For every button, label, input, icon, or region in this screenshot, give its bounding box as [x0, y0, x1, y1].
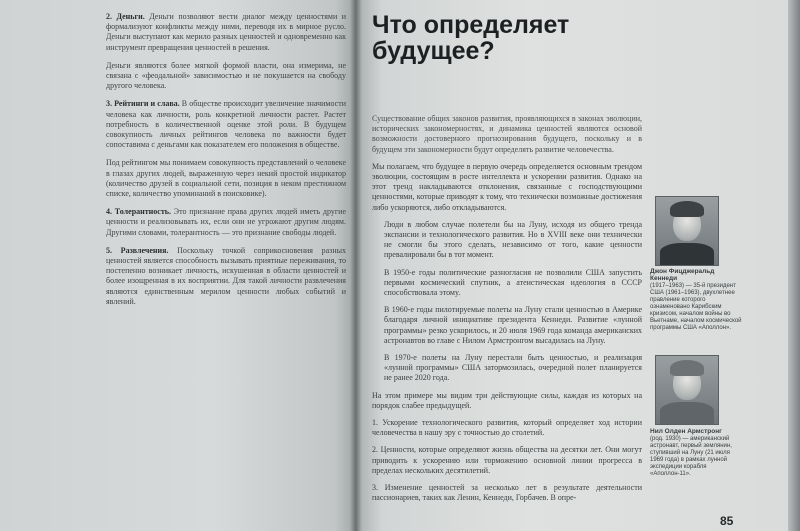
caption-name: Джон Фицджеральд Кеннеди — [650, 268, 715, 282]
chapter-title: Что определяет будущее? — [372, 11, 570, 65]
armstrong-portrait — [655, 355, 719, 425]
armstrong-caption — [650, 428, 742, 478]
left-paragraph: 5. Развлечения. Поскольку точкой соприкосновения разных ценностей является способность вызывать приятные переживания, то постепенно возникает личность, искушенная в области ценностей и более изощренная в их восприятии. Для такой личности развлечения являются единственным мерилом ценности любых событий и явлений. — [106, 245, 346, 306]
left-page-text — [106, 12, 346, 315]
left-paragraph: Деньги являются более мягкой формой власти, она измерима, не связана с «феодальной» зависимостью и не покушается на свободу другого человека. — [106, 60, 346, 91]
left-paragraph: 3. Рейтинги и слава. В обществе происходит увеличение значимости человека как личности, роль конкретной личности растет. Растет потребность в количественной оценке этой роли. В будущем совокупность личных рейтингов человека по важности будет сопоставима с деньгами как показателем его положения в обществе. — [106, 99, 346, 150]
caption-text: (1917–1963) — 35-й президент США (1961–1963), двухлетнее правление которого ознаменовано Карибским кризисом, началом войны во Вьетнаме, началом космической программы США «Аполлон». — [650, 283, 742, 331]
caption-text: (род. 1930) — американский астронавт, первый землянин, ступивший на Луну (21 июля 1969 года) в рамках лунной экспедиции корабля «Аполлон-11». — [650, 436, 732, 477]
right-paragraph: Существование общих законов развития, проявляющихся в законах эволюции, исторических закономерностях, и динамика ценностей являются основой возможности достоверного прогнозирования будущего, поскольку и в будущем эти закономерности будут определять развитие человечества. — [372, 114, 642, 154]
kennedy-portrait — [655, 196, 719, 266]
example-paragraph: Люди в любом случае полетели бы на Луну, исходя из общего тренда экспансии и технологического развития. Но в XVIII веке они технически не смогли бы этого сделать, независимо от того, какие ценности превалировали бы в тот момент. — [384, 219, 642, 260]
right-paragraph: Мы полагаем, что будущее в первую очередь определяется основным трендом эволюции, состоящим в росте интеллекта и ускорении развития. Однако на этот тренд накладываются отклонения, связанные с господствующими ценностями, которые приводят к тому, что технически возможные достижения либо ускоряются, либо откладываются. — [372, 161, 642, 212]
right-paragraph: На этом примере мы видим три действующие силы, каждая из которых на порядок слабее предыдущей. — [372, 390, 642, 410]
numbered-paragraph: 3. Изменение ценностей за несколько лет в результате деятельности пассионариев, таких как Ленин, Кеннеди, Горбачев. В опре- — [372, 483, 642, 503]
left-paragraph: 2. Деньги. Деньги позволяют вести диалог между ценностями и формализуют конфликты между ними, переводя их в мирное русло. Деньги выступают как мерило разных ценностей и одновременно как инструмент превращения ценностей в решения. — [106, 12, 346, 52]
left-paragraph: Под рейтингом мы понимаем совокупность представлений о человеке в глазах других людей, выраженную через некий простой индикатор (количество друзей в социальной сети, позиция в неком престижном списке, количество упоминаний в поисковике). — [106, 158, 346, 199]
left-paragraph: 4. Толерантность. Это признание права других людей иметь другие ценности и реализовывать их, если они не угрожают другим людям. Другими словами, толерантность — это признание свободы людей. — [106, 207, 347, 237]
kennedy-caption — [650, 268, 742, 332]
example-paragraph: В 1960-е годы пилотируемые полеты на Луну стали ценностью в Америке благодаря личной инициативе президента Кеннеди. Развитие «лунной программы» резко ускорилось, и 20 июля 1969 года команда американских астронавтов во главе с Нилом Армстронгом высадилась на Луну. — [384, 305, 642, 345]
caption-name: Нил Олден Армстронг — [650, 428, 722, 435]
book-gutter — [350, 0, 362, 531]
book-edge — [788, 0, 800, 531]
right-page-text — [372, 114, 642, 511]
page-number: 85 — [720, 514, 734, 528]
numbered-paragraph: 2. Ценности, которые определяют жизнь общества на десятки лет. Они могут приводить к ускорению или торможению основной линии прогресса в пределах нескольких десятилетий. — [372, 445, 642, 475]
example-paragraph: В 1970-е полеты на Луну перестали быть ценностью, и реализация «лунной программы» США затормозилась, очередной полет планируется не ранее 2020 года. — [384, 353, 642, 383]
example-paragraph: В 1950-е годы политические разногласия не позволили США запустить первыми космический спутник, а атеистическая идеология в СССР способствовала этому. — [384, 267, 642, 298]
numbered-paragraph: 1. Ускорение технологического развития, который определяет ход истории человечества в нашу эру с точностью до столетий. — [372, 418, 642, 438]
